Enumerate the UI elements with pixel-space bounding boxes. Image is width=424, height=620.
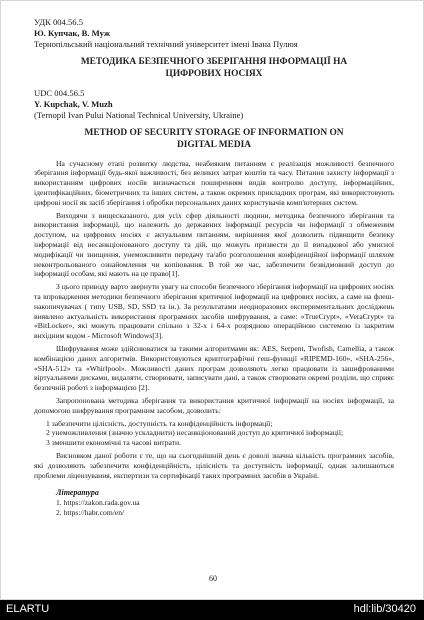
paragraph-2: Виходячи з вищесказаного, для усіх сфер діяльності людини, методика безпечного зберігання та використання інформації, що належить до державних інформації ресурсів чи інформації з обмеженим доступом, на цифрових носіях є актуальним питанням, вирішення якої дозволить підвищити безпеку інформації від несанкціонованого доступу та дій, що можуть призвести до її випадкової або умисної модифікації чи знищення, унеможливити передачу та/або розголошення конфіденційної інформації шляхом неконтрольованого ознайомлення чи копіювання. В той же час, забезпечити безвідмовний доступ до інформації особам, які мають на це право[1]. [34, 210, 394, 279]
affiliation-ua: Тернопільський національний технічний університет імені Івана Пулюя [34, 39, 298, 49]
paragraph-1: На сучасному етапі розвитку людства, неабияким питанням є реалізація можливості безпечного зберігання інформації будь-якої важливості, без великих затрат коштів та часу. Питання захисту інформації з використанням цифрових носіїв визначається поширенням видів контролю доступу, інформаційних, ідентифікаційних, біометричних та інших систем, а також окремих прикладних програм, які використовують цифрові носії як засіб зберігання і обробки персональних даних користувачів комп'ютерних систем. [34, 158, 394, 207]
title-ua-line1: МЕТОДИКА БЕЗПЕЧНОГО ЗБЕРІГАННЯ ІНФОРМАЦІЇ НА [80, 57, 348, 67]
authors-en: Y. Kupchak, V. Muzh [34, 98, 113, 109]
title-ua-line2: ЦИФРОВИХ НОСІЯХ [165, 69, 263, 80]
literature-list [56, 498, 394, 518]
benefits-list [34, 419, 394, 448]
handle-link[interactable]: hdl:lib/30420 [353, 603, 416, 615]
literature-title: Література [56, 488, 99, 498]
paragraph-3: З цього приводу варто звернути увагу на способи безпечного зберігання інформації на цифрових носіях та впровадження методики безпечного зберігання критичної інформації на цифрових носіях, а саме на флеш-накопичувачах ( типу USB, SD, SSD та ін.). За результатами неодноразових експериментальних досліджень виявлено актуальність використання програмних засобів шифрування, а саме: «TrueCrypt», «VeraCrypt» та «BitLocker», які можуть працювати спільно з 32-х і 64-х розрядною операційною системою із закритим вихідним кодом - Microsoft Windows[3]. [34, 282, 394, 341]
udc-en: UDC 004.56.5 [34, 87, 85, 98]
repository-name: ELARTU [6, 603, 50, 615]
literature-item[interactable]: 1. https://zakon.rada.gov.ua [56, 498, 140, 508]
title-en [34, 127, 394, 152]
article-body [34, 159, 394, 481]
list-item: 1 забезпечити цілісність, доступність та конфіденційність інформації; [46, 418, 273, 428]
udc-ua: УДК 004.56.5 [34, 17, 84, 27]
list-item: 2 унеможливлення (значно ускладнити) несанкціонований доступ до критичної інформації; [46, 428, 344, 438]
page-content [34, 17, 394, 518]
paragraph-4: Шифрування може здійснюватися за такими алгоритмами як: AES, Serpent, Twofish, Camellia, а також комбінацією даних алгоритмів. Використовуються криптографічні геш-функції «RIPEMD-160», «SHA-256», «SHA-512» та «Whirlpool». Можливості даних програм дозволяють легко працювати із зашифрованими віртуальними дисками, видаляти, створювати, записувати дані, а також створювати окремі розділи, що сприяє безпечній роботі з інформацією [2]. [34, 343, 394, 393]
affiliation-en: (Ternopil Ivan Pului National Technical University, Ukraine) [34, 109, 244, 120]
paragraph-6: Висновком даної роботи є те, що на сьогоднішній день є доволі значна кількість програмних засобів, які дозволяють забезпечити конфіденційність, цілісність та доступність інформації, однак залишаються проблеми ліцензування, експертизи та сертифікації таких програмних засобів в Україні. [34, 450, 394, 480]
title-en-line1: METHOD OF SECURITY STORAGE OF INFORMATION ON [84, 127, 344, 138]
title-en-line2: DIGITAL MEDIA [176, 140, 252, 151]
title-ua [34, 56, 394, 81]
authors-ua: Ю. Купчак, В. Муж [34, 28, 111, 38]
repository-footer [0, 600, 424, 620]
page-number: 60 [209, 574, 217, 583]
paragraph-5: Запропонована методика зберігання та використання критичної інформації на носіях інформації, за допомогою шифрування програмним засобом, дозволить: [34, 395, 394, 415]
literature-item[interactable]: 2. https://habr.com/en/ [56, 508, 125, 518]
list-item: 3 зменшити економічні та часові витрати. [46, 438, 181, 448]
